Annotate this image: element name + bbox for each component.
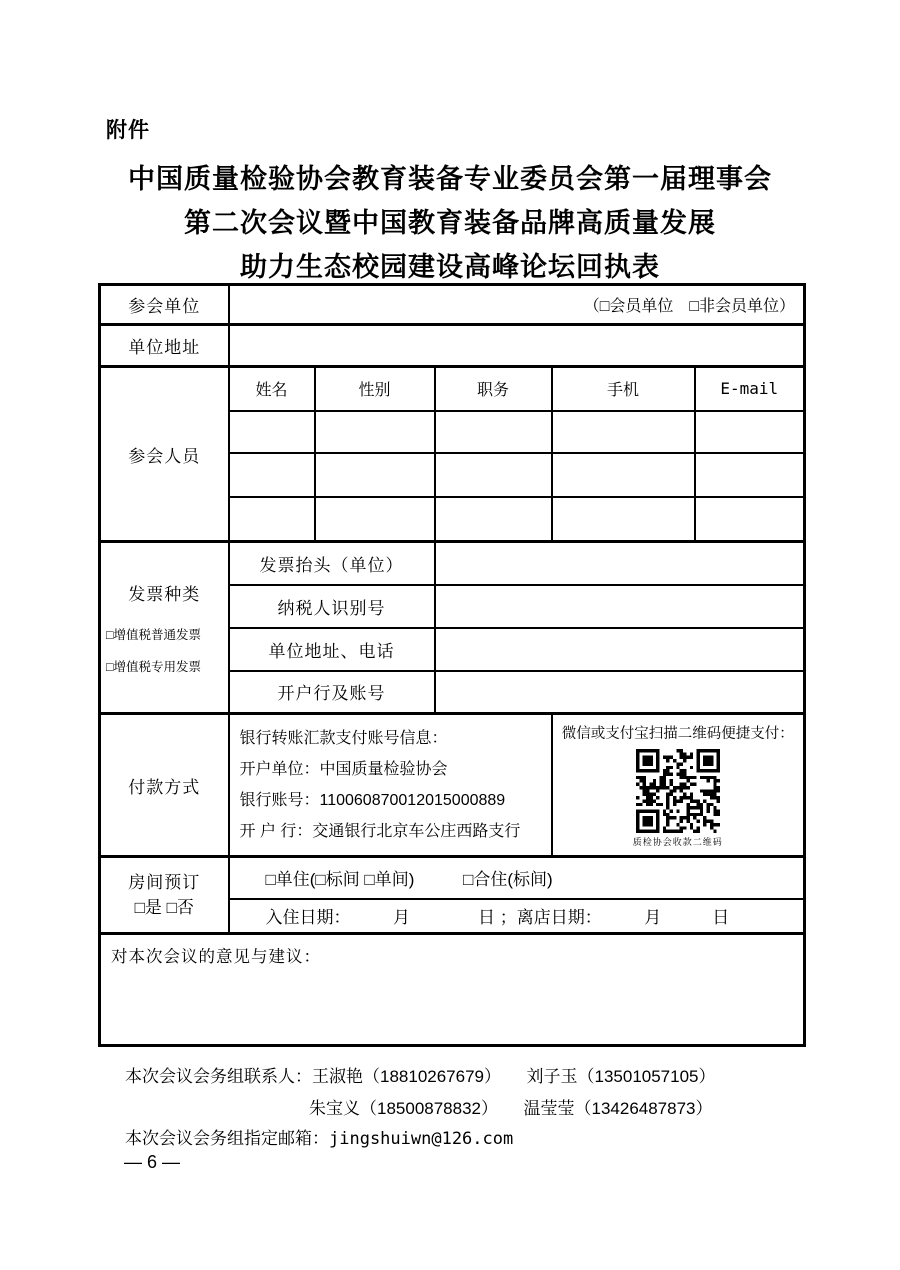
comments-cell: [100, 934, 805, 1046]
room-options-cell: [229, 857, 805, 899]
contacts-line-2: 朱宝义（18500878832） 温莹莹（13426487873）: [309, 1099, 713, 1118]
bank-info-cell: [229, 714, 552, 857]
participants-label: 参会人员: [100, 367, 229, 542]
email-label: 本次会议会务组指定邮箱：: [125, 1129, 329, 1148]
invoice-address-value-cell: [435, 628, 805, 671]
document-title: [0, 157, 900, 289]
room-booking-label-cell: [100, 857, 229, 934]
col-header-position: 职务: [435, 367, 552, 411]
title-line-3: 助力生态校园建设高峰论坛回执表: [240, 252, 660, 282]
invoice-taxid-value-cell: [435, 585, 805, 628]
participant-gender-cell: [315, 497, 435, 542]
invoice-bank-value-cell: [435, 671, 805, 714]
qr-caption: 质检协会收款二维码: [632, 837, 723, 847]
participant-position-cell: [435, 411, 552, 453]
qr-code: [636, 749, 720, 833]
payment-row: [100, 714, 805, 857]
qr-payment-cell: [552, 714, 805, 857]
bank-account-holder: 开户单位：中国质量检验协会: [239, 761, 448, 778]
qr-payment-title: 微信或支付宝扫描二维码便捷支付：: [561, 726, 794, 742]
participant-email-cell: [695, 411, 805, 453]
invoice-taxid-label: 纳税人识别号: [229, 585, 435, 628]
col-header-name: 姓名: [229, 367, 315, 411]
participant-mobile-cell: [552, 453, 695, 497]
bank-branch: 开 户 行：交通银行北京车公庄西路支行: [239, 823, 521, 840]
comments-row: [100, 934, 805, 1046]
participant-mobile-cell: [552, 411, 695, 453]
participant-email-cell: [695, 453, 805, 497]
room-option-shared-checkbox: □合住(标间): [463, 870, 553, 890]
email-address: jingshuiwn@126.com: [329, 1129, 514, 1149]
room-booking-label: 房间预订: [128, 873, 201, 892]
comments-label: 对本次会议的意见与建议：: [111, 948, 321, 966]
invoice-title-label: 发票抬头（单位）: [229, 542, 435, 585]
room-dates-cell: 入住日期： 月 日 ；离店日期： 月 日: [229, 899, 805, 934]
participant-email-cell: [695, 497, 805, 542]
invoice-kind-label: 发票种类: [128, 585, 201, 604]
title-line-1: 中国质量检验协会教育装备专业委员会第一届理事会: [128, 164, 772, 194]
email-line: [125, 1124, 513, 1149]
unit-label: 参会单位: [100, 285, 229, 325]
participant-gender-cell: [315, 411, 435, 453]
registration-form-table: [98, 283, 806, 1047]
col-header-mobile: 手机: [552, 367, 695, 411]
room-booking-yes-no-checkboxes: □是 □否: [134, 898, 194, 917]
unit-value-cell: [229, 285, 805, 325]
room-option-single-checkbox: □单住(□标间 □单间): [265, 870, 415, 890]
participant-name-cell: [229, 497, 315, 542]
participant-name-cell: [229, 411, 315, 453]
invoice-title-value-cell: [435, 542, 805, 585]
unit-row: [100, 285, 805, 325]
col-header-gender: 性别: [315, 367, 435, 411]
invoice-type-checkbox-special: □增值税专用发票: [106, 660, 202, 674]
participant-gender-cell: [315, 453, 435, 497]
payment-label: 付款方式: [100, 714, 229, 857]
participant-mobile-cell: [552, 497, 695, 542]
attachment-label: 附件: [106, 119, 150, 142]
bank-info-heading: 银行转账汇款支付账号信息：: [239, 730, 448, 747]
room-row: [100, 857, 805, 899]
col-header-email: E-mail: [695, 367, 805, 411]
page-number: — 6 —: [124, 1152, 181, 1172]
invoice-row: [100, 542, 805, 585]
invoice-address-label: 单位地址、电话: [229, 628, 435, 671]
participant-name-cell: [229, 453, 315, 497]
participant-position-cell: [435, 497, 552, 542]
invoice-kind-cell: [100, 542, 229, 714]
participant-position-cell: [435, 453, 552, 497]
title-line-2: 第二次会议暨中国教育装备品牌高质量发展: [184, 208, 716, 238]
address-row: [100, 325, 805, 367]
participants-header-row: [100, 367, 805, 411]
contacts-line-1: 本次会议会务组联系人：王淑艳（18810267679） 刘子玉（13501057105）: [125, 1067, 716, 1086]
address-label: 单位地址: [100, 325, 229, 367]
membership-checkboxes: （□会员单位 □非会员单位）: [583, 298, 796, 315]
invoice-type-checkbox-general: □增值税普通发票: [106, 628, 202, 642]
bank-account-number: 银行账号：110060870012015000889: [239, 792, 506, 809]
invoice-bank-label: 开户行及账号: [229, 671, 435, 714]
address-value-cell: [229, 325, 805, 367]
